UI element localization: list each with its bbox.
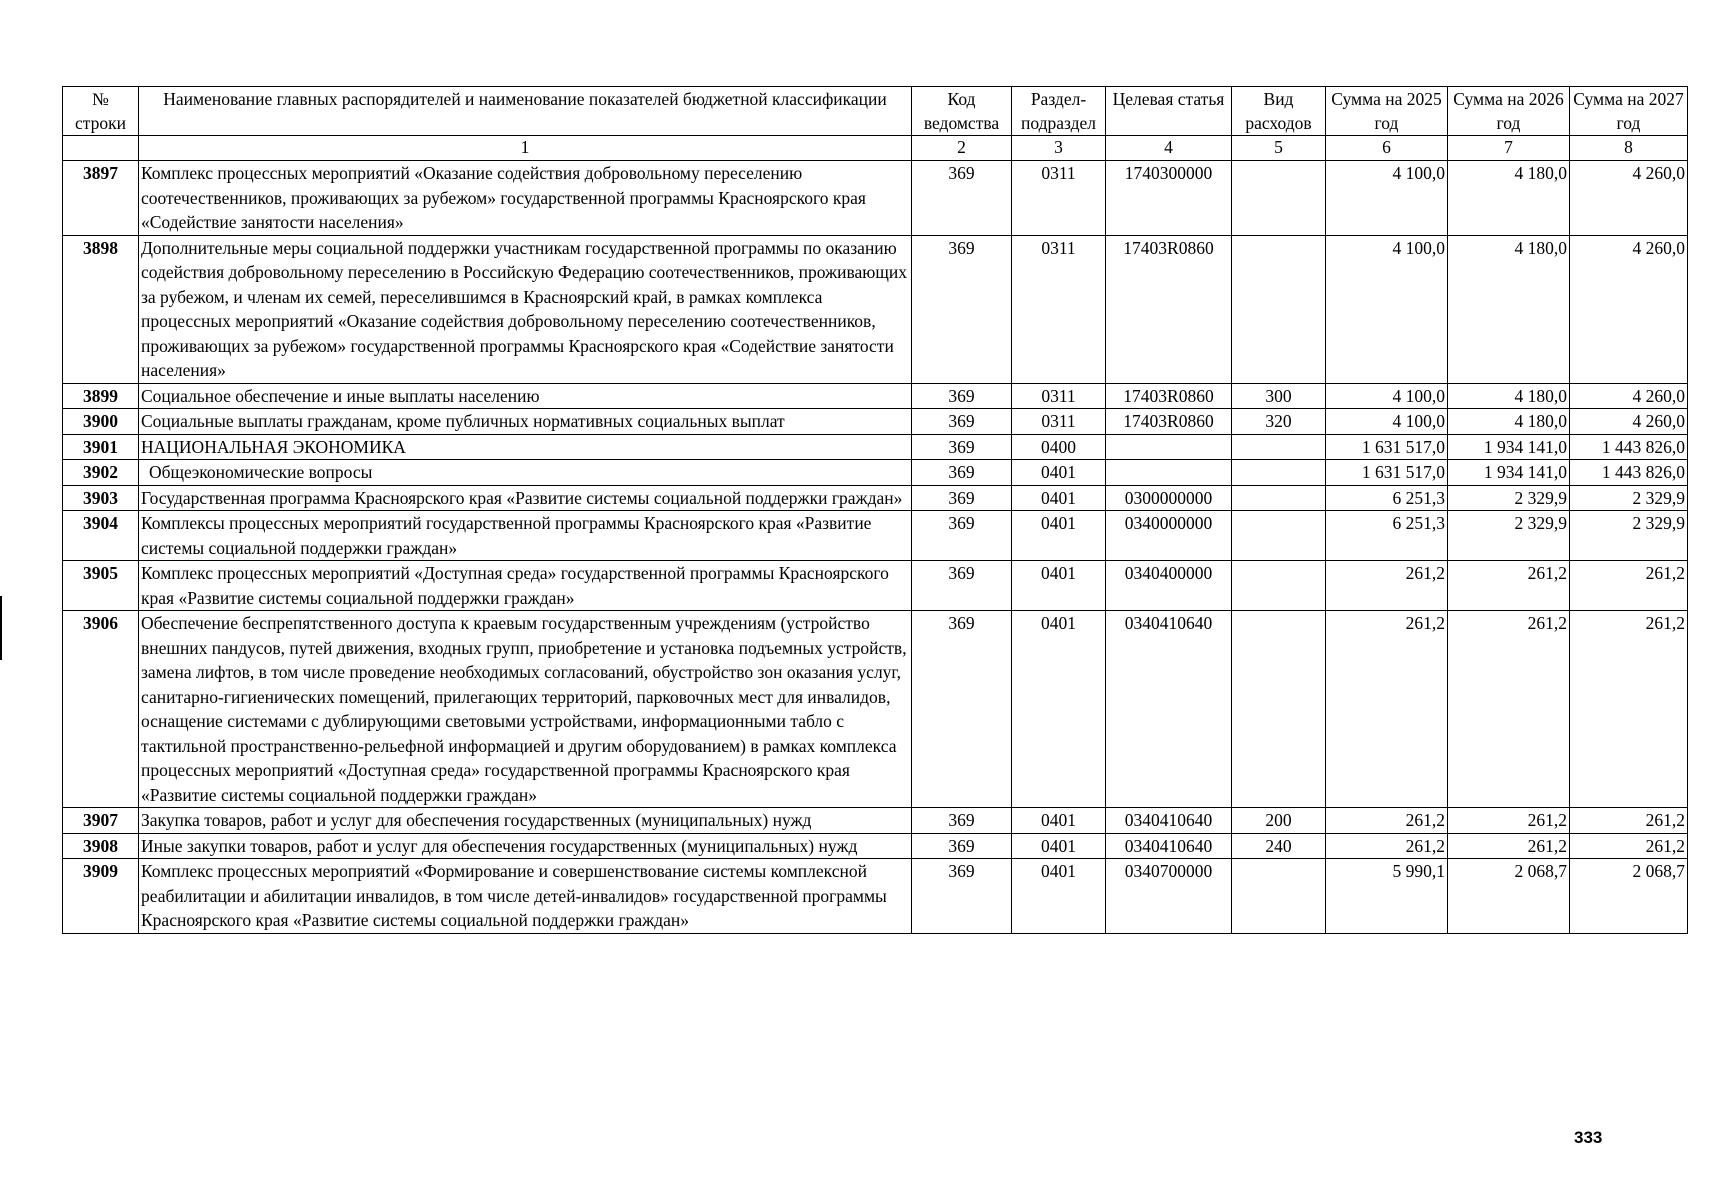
cell-sum-2025: 1 631 517,0 xyxy=(1326,434,1448,460)
cell-section: 0400 xyxy=(1012,434,1106,460)
column-number xyxy=(63,136,139,161)
column-number-row xyxy=(63,136,1688,161)
table-row xyxy=(63,235,1688,383)
header-row xyxy=(63,87,1688,136)
cell-sum-2025: 4 100,0 xyxy=(1326,383,1448,409)
cell-sum-2025: 1 631 517,0 xyxy=(1326,460,1448,486)
cell-target-article: 0300000000 xyxy=(1106,485,1232,511)
header-sum-2025: Сумма на 2025 год xyxy=(1326,87,1448,136)
cell-name: Дополнительные меры социальной поддержки участникам государственной программы по оказанию содействия добровольному переселению в Российскую Федерацию соотечественников, проживающих за рубежом, и членам их семей, переселившимся в Красноярский край, в рамках комплекса процессных мероприятий «Оказание содействия добровольному переселению соотечественников, проживающих за рубежом» государственной программы Красноярского края «Содействие занятости населения» xyxy=(139,235,912,383)
cell-expense-type xyxy=(1232,460,1326,486)
cell-department-code: 369 xyxy=(912,859,1012,934)
cell-row-number: 3901 xyxy=(63,434,139,460)
header-section: Раздел-подраздел xyxy=(1012,87,1106,136)
cell-row-number: 3903 xyxy=(63,485,139,511)
table-row xyxy=(63,485,1688,511)
page-number: 333 xyxy=(1574,1128,1603,1147)
cell-sum-2027: 261,2 xyxy=(1570,611,1688,808)
cell-sum-2026: 2 329,9 xyxy=(1448,485,1570,511)
cell-name: Комплекс процессных мероприятий «Оказание содействия добровольному переселению соотечественников, проживающих за рубежом» государственной программы Красноярского края «Содействие занятости населения» xyxy=(139,161,912,236)
cell-expense-type xyxy=(1232,434,1326,460)
cell-department-code: 369 xyxy=(912,561,1012,611)
cell-expense-type xyxy=(1232,859,1326,934)
cell-section: 0401 xyxy=(1012,611,1106,808)
cell-name: Комплексы процессных мероприятий государственной программы Красноярского края «Развитие системы социальной поддержки граждан» xyxy=(139,511,912,561)
header-sum-2027: Сумма на 2027 год xyxy=(1570,87,1688,136)
table-body xyxy=(63,161,1688,934)
cell-target-article: 0340700000 xyxy=(1106,859,1232,934)
cell-sum-2025: 261,2 xyxy=(1326,833,1448,859)
cell-section: 0401 xyxy=(1012,833,1106,859)
cell-name: Социальное обеспечение и иные выплаты населению xyxy=(139,383,912,409)
cell-row-number: 3906 xyxy=(63,611,139,808)
cell-section: 0311 xyxy=(1012,161,1106,236)
header-expense-type: Вид расходов xyxy=(1232,87,1326,136)
cell-row-number: 3905 xyxy=(63,561,139,611)
column-number: 3 xyxy=(1012,136,1106,161)
cell-section: 0311 xyxy=(1012,235,1106,383)
cell-sum-2027: 2 329,9 xyxy=(1570,511,1688,561)
cell-target-article: 0340410640 xyxy=(1106,833,1232,859)
cell-section: 0401 xyxy=(1012,859,1106,934)
cell-name: Государственная программа Красноярского края «Развитие системы социальной поддержки граждан» xyxy=(139,485,912,511)
cell-target-article: 17403R0860 xyxy=(1106,409,1232,435)
cell-target-article: 17403R0860 xyxy=(1106,235,1232,383)
cell-row-number: 3907 xyxy=(63,808,139,834)
cell-sum-2026: 261,2 xyxy=(1448,561,1570,611)
cell-department-code: 369 xyxy=(912,808,1012,834)
cell-sum-2025: 5 990,1 xyxy=(1326,859,1448,934)
cell-sum-2026: 2 329,9 xyxy=(1448,511,1570,561)
margin-scan-mark xyxy=(0,596,2,660)
table-row xyxy=(63,434,1688,460)
column-number: 8 xyxy=(1570,136,1688,161)
cell-department-code: 369 xyxy=(912,161,1012,236)
cell-sum-2027: 1 443 826,0 xyxy=(1570,460,1688,486)
header-target-article: Целевая статья xyxy=(1106,87,1232,136)
cell-expense-type: 320 xyxy=(1232,409,1326,435)
header-row-number: № строки xyxy=(63,87,139,136)
cell-section: 0311 xyxy=(1012,383,1106,409)
table-row xyxy=(63,409,1688,435)
table-row xyxy=(63,383,1688,409)
cell-section: 0401 xyxy=(1012,808,1106,834)
cell-department-code: 369 xyxy=(912,460,1012,486)
cell-sum-2027: 261,2 xyxy=(1570,833,1688,859)
budget-table xyxy=(62,86,1688,934)
cell-expense-type xyxy=(1232,485,1326,511)
cell-sum-2027: 4 260,0 xyxy=(1570,409,1688,435)
cell-name: Общеэкономические вопросы xyxy=(139,460,912,486)
column-number: 2 xyxy=(912,136,1012,161)
cell-sum-2026: 1 934 141,0 xyxy=(1448,460,1570,486)
cell-sum-2025: 6 251,3 xyxy=(1326,485,1448,511)
cell-sum-2026: 261,2 xyxy=(1448,833,1570,859)
header-department-code: Код ведомства xyxy=(912,87,1012,136)
table-row xyxy=(63,460,1688,486)
cell-target-article: 0340410640 xyxy=(1106,808,1232,834)
cell-row-number: 3900 xyxy=(63,409,139,435)
cell-target-article: 0340000000 xyxy=(1106,511,1232,561)
cell-row-number: 3909 xyxy=(63,859,139,934)
table-row xyxy=(63,511,1688,561)
cell-department-code: 369 xyxy=(912,434,1012,460)
cell-sum-2025: 4 100,0 xyxy=(1326,161,1448,236)
cell-name: Закупка товаров, работ и услуг для обеспечения государственных (муниципальных) нужд xyxy=(139,808,912,834)
cell-target-article: 0340410640 xyxy=(1106,611,1232,808)
cell-expense-type xyxy=(1232,611,1326,808)
cell-sum-2027: 261,2 xyxy=(1570,561,1688,611)
cell-section: 0401 xyxy=(1012,511,1106,561)
cell-department-code: 369 xyxy=(912,485,1012,511)
table-row xyxy=(63,808,1688,834)
cell-expense-type xyxy=(1232,161,1326,236)
cell-sum-2027: 2 068,7 xyxy=(1570,859,1688,934)
cell-name: Обеспечение беспрепятственного доступа к краевым государственным учреждениям (устройство внешних пандусов, путей движения, входных групп, приобретение и установка подъемных устройств, замена лифтов, в том числе проведение необходимых согласований, обустройство зон оказания услуг, санитарно-гигиенических помещений, прилегающих территорий, парковочных мест для инвалидов, оснащение системами с дублирующими световыми устройствами, информационными табло с тактильной пространственно-рельефной информацией и другим оборудованием) в рамках комплекса процессных мероприятий «Доступная среда» государственной программы Красноярского края «Развитие системы социальной поддержки граждан» xyxy=(139,611,912,808)
cell-row-number: 3897 xyxy=(63,161,139,236)
cell-department-code: 369 xyxy=(912,235,1012,383)
cell-expense-type xyxy=(1232,511,1326,561)
header-name: Наименование главных распорядителей и наименование показателей бюджетной классификации xyxy=(139,87,912,136)
cell-sum-2027: 4 260,0 xyxy=(1570,161,1688,236)
cell-sum-2026: 2 068,7 xyxy=(1448,859,1570,934)
cell-department-code: 369 xyxy=(912,833,1012,859)
cell-expense-type: 240 xyxy=(1232,833,1326,859)
cell-sum-2025: 261,2 xyxy=(1326,808,1448,834)
cell-sum-2025: 4 100,0 xyxy=(1326,235,1448,383)
cell-sum-2026: 4 180,0 xyxy=(1448,161,1570,236)
cell-name: Социальные выплаты гражданам, кроме публичных нормативных социальных выплат xyxy=(139,409,912,435)
cell-expense-type xyxy=(1232,561,1326,611)
cell-department-code: 369 xyxy=(912,611,1012,808)
column-number: 6 xyxy=(1326,136,1448,161)
cell-department-code: 369 xyxy=(912,383,1012,409)
cell-sum-2026: 4 180,0 xyxy=(1448,235,1570,383)
cell-sum-2026: 4 180,0 xyxy=(1448,383,1570,409)
column-number: 5 xyxy=(1232,136,1326,161)
cell-row-number: 3898 xyxy=(63,235,139,383)
cell-sum-2027: 4 260,0 xyxy=(1570,383,1688,409)
cell-department-code: 369 xyxy=(912,409,1012,435)
cell-name: Комплекс процессных мероприятий «Доступная среда» государственной программы Красноярского края «Развитие системы социальной поддержки граждан» xyxy=(139,561,912,611)
cell-sum-2027: 261,2 xyxy=(1570,808,1688,834)
cell-sum-2025: 261,2 xyxy=(1326,561,1448,611)
column-number: 4 xyxy=(1106,136,1232,161)
cell-sum-2026: 1 934 141,0 xyxy=(1448,434,1570,460)
cell-section: 0401 xyxy=(1012,460,1106,486)
cell-name: Иные закупки товаров, работ и услуг для обеспечения государственных (муниципальных) нужд xyxy=(139,833,912,859)
column-number: 7 xyxy=(1448,136,1570,161)
cell-expense-type: 200 xyxy=(1232,808,1326,834)
cell-sum-2026: 261,2 xyxy=(1448,611,1570,808)
table-row xyxy=(63,859,1688,934)
cell-name: Комплекс процессных мероприятий «Формирование и совершенствование системы комплексной реабилитации и абилитации инвалидов, в том числе детей-инвалидов» государственной программы Красноярского края «Развитие системы социальной поддержки граждан» xyxy=(139,859,912,934)
cell-expense-type xyxy=(1232,235,1326,383)
cell-row-number: 3902 xyxy=(63,460,139,486)
table-header xyxy=(63,87,1688,161)
cell-sum-2025: 4 100,0 xyxy=(1326,409,1448,435)
cell-expense-type: 300 xyxy=(1232,383,1326,409)
table-row xyxy=(63,161,1688,236)
column-number: 1 xyxy=(139,136,912,161)
cell-sum-2026: 261,2 xyxy=(1448,808,1570,834)
cell-target-article: 17403R0860 xyxy=(1106,383,1232,409)
cell-sum-2027: 4 260,0 xyxy=(1570,235,1688,383)
cell-target-article: 1740300000 xyxy=(1106,161,1232,236)
cell-section: 0401 xyxy=(1012,485,1106,511)
cell-row-number: 3904 xyxy=(63,511,139,561)
cell-department-code: 369 xyxy=(912,511,1012,561)
cell-name: НАЦИОНАЛЬНАЯ ЭКОНОМИКА xyxy=(139,434,912,460)
cell-row-number: 3899 xyxy=(63,383,139,409)
cell-target-article: 0340400000 xyxy=(1106,561,1232,611)
table-row xyxy=(63,561,1688,611)
cell-sum-2027: 2 329,9 xyxy=(1570,485,1688,511)
cell-sum-2027: 1 443 826,0 xyxy=(1570,434,1688,460)
cell-target-article xyxy=(1106,460,1232,486)
table-row xyxy=(63,611,1688,808)
cell-section: 0311 xyxy=(1012,409,1106,435)
cell-sum-2026: 4 180,0 xyxy=(1448,409,1570,435)
cell-row-number: 3908 xyxy=(63,833,139,859)
cell-sum-2025: 6 251,3 xyxy=(1326,511,1448,561)
table-row xyxy=(63,833,1688,859)
header-sum-2026: Сумма на 2026 год xyxy=(1448,87,1570,136)
cell-section: 0401 xyxy=(1012,561,1106,611)
cell-target-article xyxy=(1106,434,1232,460)
cell-sum-2025: 261,2 xyxy=(1326,611,1448,808)
